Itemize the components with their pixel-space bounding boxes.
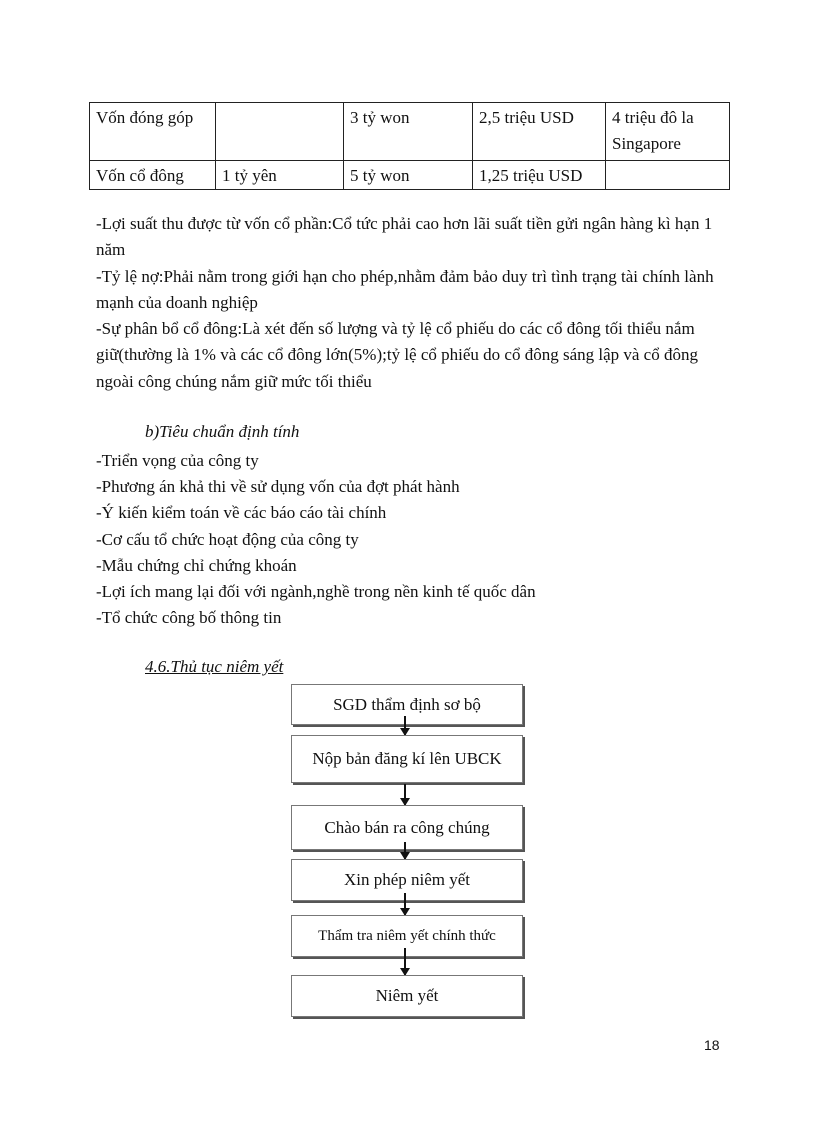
flow-step-box: SGD thẩm định sơ bộ xyxy=(291,684,523,725)
list-item: -Phương án khả thi về sử dụng vốn của đợt phát hành xyxy=(96,477,460,497)
criterion-paragraph: -Tỷ lệ nợ:Phải nằm trong giới hạn cho phép,nhằm đảm bảo duy trì tình trạng tài chính lành mạnh của doanh nghiệp xyxy=(96,266,714,312)
page-number: 18 xyxy=(704,1037,720,1053)
list-item: -Triển vọng của công ty xyxy=(96,451,259,470)
flow-step-box: Xin phép niêm yết xyxy=(291,859,523,901)
table-cell: 5 tỷ won xyxy=(344,161,473,190)
table-cell: 2,5 triệu USD xyxy=(473,103,606,161)
table-cell: 1,25 triệu USD xyxy=(473,161,606,190)
table-cell: 1 tỷ yên xyxy=(216,161,344,190)
table-cell: 3 tỷ won xyxy=(344,103,473,161)
list-item: -Mẫu chứng chỉ chứng khoán xyxy=(96,555,297,575)
flow-step-box: Nộp bản đăng kí lên UBCK xyxy=(291,735,523,783)
criterion-paragraph: -Lợi suất thu được từ vốn cổ phần:Cổ tức phải cao hơn lãi suất tiền gửi ngân hàng kì hạn 1 năm xyxy=(96,214,713,260)
qualitative-heading: b)Tiêu chuẩn định tính xyxy=(145,422,300,441)
flow-step-box: Thẩm tra niêm yết chính thức xyxy=(291,915,523,957)
table-cell: Vốn đóng góp xyxy=(90,103,216,161)
flow-step-box: Niêm yết xyxy=(291,975,523,1017)
flow-arrow xyxy=(404,948,406,975)
procedure-heading: 4.6.Thủ tục niêm yết xyxy=(145,657,284,676)
flow-arrow xyxy=(404,893,406,915)
list-item: -Ý kiến kiểm toán về các báo cáo tài chính xyxy=(96,503,387,523)
criterion-paragraph: -Sự phân bổ cổ đông:Là xét đến số lượng và tỷ lệ cổ phiếu do các cổ đông tối thiểu nắm giữ(thường là 1% và các cổ đông lớn(5%);tỷ lệ cổ phiếu do cổ đông sáng lập và cổ đông ngoài công chúng nắm giữ mức tối thiểu xyxy=(96,319,698,391)
table-cell: 4 triệu đô la Singapore xyxy=(606,103,730,161)
flow-arrow xyxy=(404,784,406,805)
table-cell: Vốn cổ đông xyxy=(90,161,216,190)
list-item: -Cơ cấu tổ chức hoạt động của công ty xyxy=(96,529,359,549)
list-item: -Lợi ích mang lại đối với ngành,nghề trong nền kinh tế quốc dân xyxy=(96,582,536,602)
flow-arrow xyxy=(404,716,406,735)
list-item: -Tổ chức công bố thông tin xyxy=(96,608,282,628)
flow-arrow xyxy=(404,842,406,859)
flow-step-box: Chào bán ra công chúng xyxy=(291,805,523,850)
